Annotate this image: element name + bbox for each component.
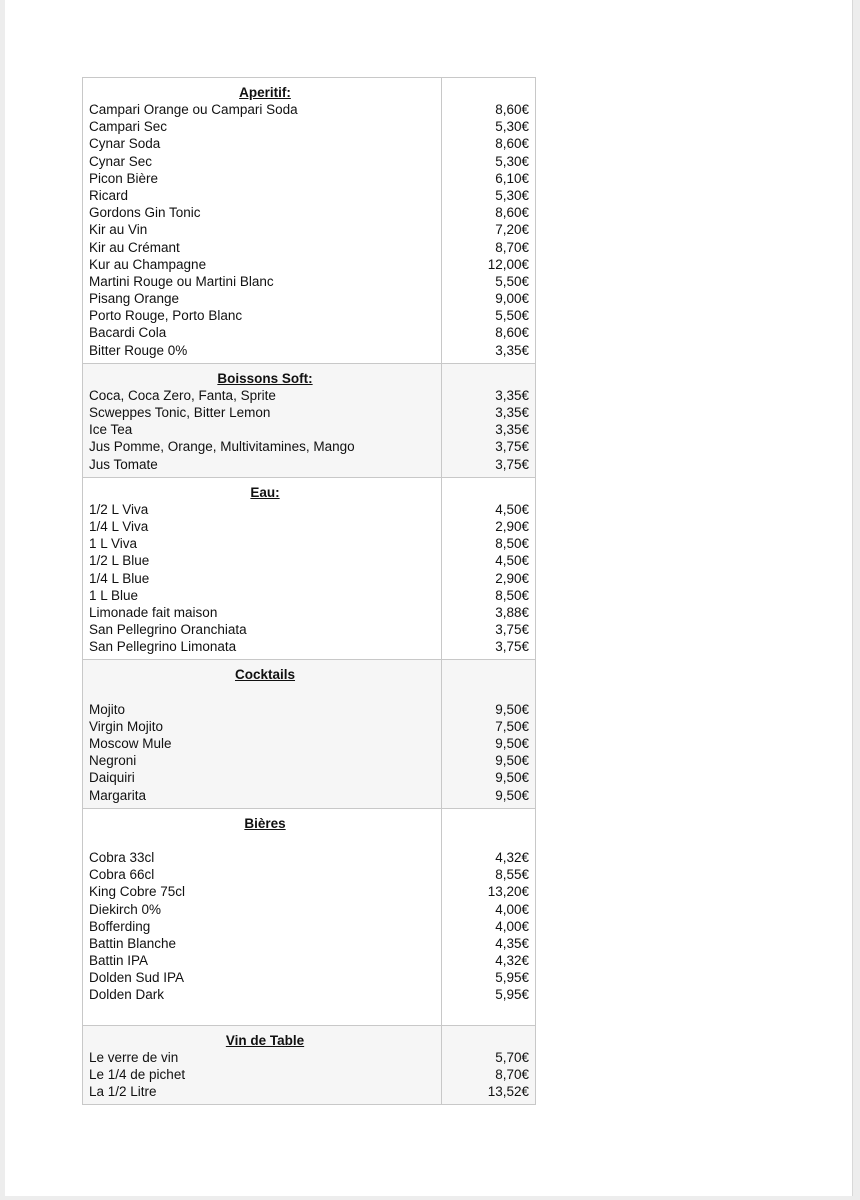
item-price: 5,95€ <box>495 987 529 1003</box>
item-name: Battin Blanche <box>89 935 177 951</box>
item-name: Diekirch 0% <box>89 901 162 917</box>
item-price: 9,50€ <box>495 770 529 786</box>
item-names-column <box>83 1026 442 1105</box>
item-price: 5,50€ <box>495 273 529 289</box>
item-name: Kir au Vin <box>89 222 148 238</box>
item-price: 9,50€ <box>495 701 529 717</box>
item-name: Battin IPA <box>89 953 149 969</box>
item-price: 8,50€ <box>495 587 529 603</box>
item-name: 1 L Blue <box>89 587 139 603</box>
item-names-column <box>83 78 442 363</box>
item-names-column <box>83 809 442 1025</box>
item-name: Porto Rouge, Porto Blanc <box>89 308 243 324</box>
item-price: 12,00€ <box>487 256 529 272</box>
item-name: Campari Sec <box>89 119 168 135</box>
item-name: Cynar Soda <box>89 136 161 152</box>
item-price: 9,50€ <box>495 787 529 803</box>
item-prices-column <box>442 1026 535 1105</box>
item-name: Cobra 33cl <box>89 849 155 865</box>
item-name: Le verre de vin <box>89 1049 179 1065</box>
item-price: 8,60€ <box>495 205 529 221</box>
item-price: 3,88€ <box>495 604 529 620</box>
item-prices-column <box>442 478 535 660</box>
item-name: 1/2 L Blue <box>89 553 150 569</box>
item-price: 5,50€ <box>495 308 529 324</box>
section-title: Cocktails <box>234 667 296 683</box>
item-price: 5,95€ <box>495 970 529 986</box>
menu-section <box>83 478 535 661</box>
item-name: Bacardi Cola <box>89 325 167 341</box>
item-price: 8,60€ <box>495 136 529 152</box>
section-title: Boissons Soft: <box>217 370 313 386</box>
item-name: Pisang Orange <box>89 291 180 307</box>
item-name: 1/4 L Blue <box>89 570 150 586</box>
menu-section <box>83 1026 535 1105</box>
item-price: 5,70€ <box>495 1049 529 1065</box>
item-price: 3,35€ <box>495 387 529 403</box>
item-price: 3,75€ <box>495 456 529 472</box>
item-prices-column <box>442 78 535 363</box>
item-name: King Cobre 75cl <box>89 884 186 900</box>
item-names-column <box>83 364 442 477</box>
item-price: 6,10€ <box>495 170 529 186</box>
item-price: 13,20€ <box>487 884 529 900</box>
item-price: 5,30€ <box>495 119 529 135</box>
item-prices-column <box>442 660 535 807</box>
item-price: 13,52€ <box>487 1084 529 1100</box>
item-price: 3,35€ <box>495 422 529 438</box>
item-name: 1 L Viva <box>89 536 138 552</box>
item-name: Campari Orange ou Campari Soda <box>89 102 298 117</box>
item-name: Le 1/4 de pichet <box>89 1067 186 1082</box>
item-price: 8,70€ <box>495 1067 529 1082</box>
item-price: 9,00€ <box>495 291 529 307</box>
item-name: Coca, Coca Zero, Fanta, Sprite <box>89 387 276 403</box>
item-name: Dolden Dark <box>89 987 165 1003</box>
section-title: Aperitif: <box>239 85 291 100</box>
menu-section <box>83 364 535 478</box>
section-title: Vin de Table <box>225 1032 305 1048</box>
item-name: Ricard <box>89 187 129 203</box>
item-price: 4,32€ <box>495 953 529 969</box>
item-price: 7,50€ <box>495 718 529 734</box>
item-name: Virgin Mojito <box>89 718 164 734</box>
item-name: San Pellegrino Limonata <box>89 639 237 655</box>
item-price: 3,75€ <box>495 639 529 655</box>
item-name: Margarita <box>89 787 147 803</box>
item-names-column <box>83 478 442 660</box>
item-prices-column <box>442 809 535 1025</box>
item-name: Dolden Sud IPA <box>89 970 185 986</box>
menu-section <box>83 660 535 808</box>
menu-section <box>83 78 535 364</box>
item-price: 3,75€ <box>495 439 529 455</box>
item-name: 1/4 L Viva <box>89 518 149 534</box>
menu-section <box>83 809 535 1026</box>
item-name: Moscow Mule <box>89 736 172 751</box>
item-price: 8,55€ <box>495 867 529 883</box>
item-name: Negroni <box>89 753 137 769</box>
item-name: Jus Tomate <box>89 456 158 472</box>
item-name: 1/2 L Viva <box>89 501 149 517</box>
item-price: 4,35€ <box>495 935 529 951</box>
item-price: 3,35€ <box>495 405 529 420</box>
item-price: 8,70€ <box>495 239 529 255</box>
item-name: Martini Rouge ou Martini Blanc <box>89 273 274 289</box>
item-price: 4,32€ <box>495 849 529 865</box>
item-name: Picon Bière <box>89 170 159 186</box>
item-name: Cobra 66cl <box>89 867 155 883</box>
item-name: Kur au Champagne <box>89 256 207 272</box>
item-price: 5,30€ <box>495 187 529 203</box>
item-name: Mojito <box>89 701 126 717</box>
item-price: 8,60€ <box>495 102 529 117</box>
item-name: Ice Tea <box>89 422 133 438</box>
item-price: 8,50€ <box>495 536 529 552</box>
section-title: Eau: <box>250 484 280 500</box>
item-price: 4,50€ <box>495 553 529 569</box>
item-price: 3,75€ <box>495 622 529 638</box>
item-prices-column <box>442 364 535 477</box>
section-title: Bières <box>244 815 286 831</box>
item-name: Cynar Sec <box>89 153 153 169</box>
item-name: Gordons Gin Tonic <box>89 205 201 221</box>
item-price: 4,00€ <box>495 918 529 934</box>
item-price: 2,90€ <box>495 570 529 586</box>
item-price: 7,20€ <box>495 222 529 238</box>
item-price: 8,60€ <box>495 325 529 341</box>
item-price: 9,50€ <box>495 753 529 769</box>
item-name: Bofferding <box>89 918 151 934</box>
item-name: Jus Pomme, Orange, Multivitamines, Mango <box>89 439 355 455</box>
item-price: 5,30€ <box>495 153 529 169</box>
item-price: 4,00€ <box>495 901 529 917</box>
item-price: 4,50€ <box>495 501 529 517</box>
item-name: Scweppes Tonic, Bitter Lemon <box>89 405 271 420</box>
item-names-column <box>83 660 442 807</box>
item-name: Daiquiri <box>89 770 135 786</box>
item-price: 3,35€ <box>495 342 529 358</box>
item-price: 2,90€ <box>495 518 529 534</box>
item-name: La 1/2 Litre <box>89 1084 157 1100</box>
item-name: Limonade fait maison <box>89 604 218 620</box>
drinks-menu-table <box>82 77 536 1105</box>
document-page <box>5 0 853 1196</box>
item-name: Bitter Rouge 0% <box>89 342 188 358</box>
item-name: Kir au Crémant <box>89 239 180 255</box>
item-price: 9,50€ <box>495 736 529 751</box>
item-name: San Pellegrino Oranchiata <box>89 622 247 638</box>
